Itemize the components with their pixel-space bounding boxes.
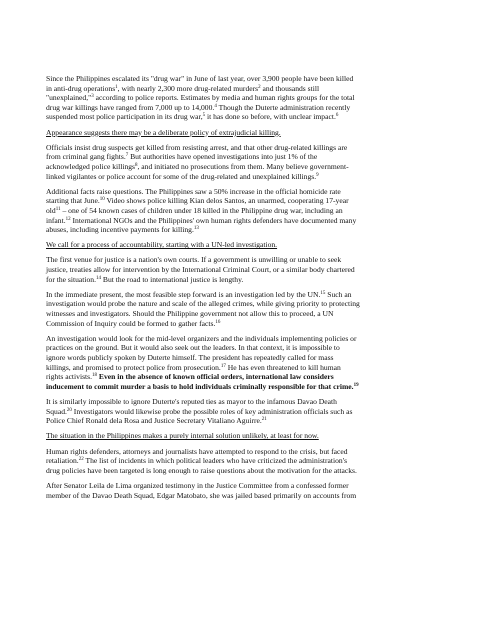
text-segment: Squad. xyxy=(46,406,67,416)
text-line xyxy=(46,172,456,182)
footnote-marker: 3 xyxy=(91,94,94,100)
footnote-marker: 13 xyxy=(193,226,199,232)
text-line xyxy=(46,93,456,103)
text-segment: it has done so before, with unclear impact. xyxy=(205,112,336,122)
text-segment: drug policies have been targeted is long enough to raise questions about the motivation for the attacks. xyxy=(46,465,357,475)
text-segment: linked vigilantes or police account for some of the drug-related and unexplained killings. xyxy=(46,171,317,181)
text-segment: for the situation. xyxy=(46,274,96,284)
text-line xyxy=(46,196,456,206)
footnote-marker: 18 xyxy=(91,373,97,379)
body-paragraph xyxy=(46,143,456,181)
text-segment: Police Chief Ronald dela Rosa and Justice Secretary Vitaliano Aguirre. xyxy=(46,416,262,426)
footnote-marker: 19 xyxy=(353,382,359,388)
text-line xyxy=(46,206,456,216)
text-line xyxy=(46,372,456,382)
text-line xyxy=(46,466,456,476)
text-segment: But the road to international justice is lengthy. xyxy=(100,274,244,284)
body-paragraph xyxy=(46,397,456,426)
text-segment: Such an xyxy=(325,289,352,299)
text-segment: Appearance suggests there may be a deliberate policy of extrajudicial killing. xyxy=(46,127,281,137)
text-line xyxy=(46,84,456,94)
text-segment: old xyxy=(46,205,56,215)
footnote-marker: 9 xyxy=(316,172,319,178)
text-segment: , and initiated no prosecutions from them. Many believe government- xyxy=(137,161,349,171)
text-segment: The list of incidents in which political leaders who have criticized the administration's xyxy=(83,456,348,466)
text-line xyxy=(46,447,456,457)
body-paragraph xyxy=(46,481,456,500)
body-paragraph xyxy=(46,447,456,476)
text-line xyxy=(46,103,456,113)
footnote-marker: 1 xyxy=(115,84,118,90)
text-segment: acknowledged police killings xyxy=(46,161,135,171)
footnote-marker: 5 xyxy=(202,113,206,119)
text-line xyxy=(46,128,456,138)
body-paragraph xyxy=(46,74,456,122)
footnote-marker: 17 xyxy=(220,363,226,369)
text-segment: Even in the absence of known official orders, international law considers xyxy=(98,372,334,382)
footnote-marker: 2 xyxy=(258,84,261,90)
text-line xyxy=(46,363,456,373)
text-segment: abuses, including incentive payments for killing. xyxy=(46,225,194,235)
footnote-marker: 4 xyxy=(214,103,217,109)
text-line xyxy=(46,187,456,197)
text-line xyxy=(46,319,456,329)
text-segment: After Senator Leila de Lima organized testimony in the Justice Committee from a confessed former xyxy=(46,480,349,490)
text-line xyxy=(46,431,456,441)
text-segment: ignore words publicly spoken by Duterte himself. The president has repeatedly called for mass xyxy=(46,353,334,362)
body-paragraph xyxy=(46,290,456,328)
text-line xyxy=(46,382,456,392)
text-segment: , with nearly 2,300 more drug-related murders xyxy=(117,83,259,93)
footnote-marker: 7 xyxy=(125,153,129,159)
text-segment: rights activists. xyxy=(46,372,92,382)
text-segment: Though the Duterte administration recently xyxy=(216,102,351,112)
text-segment: member of the Davao Death Squad, Edgar Matobato, she was jailed based primarily on accounts from xyxy=(46,490,357,500)
text-segment: Video shows police killing Kian delos Santos, an unarmed, cooperating 17-year xyxy=(104,196,349,206)
text-segment: The situation in the Philippines makes a purely internal solution unlikely, at least for now. xyxy=(46,431,319,441)
footnote-marker: 21 xyxy=(261,417,267,423)
text-segment: inducement to commit murder a basis to hold individuals criminally responsible for that crime. xyxy=(46,381,354,391)
text-segment: killings, and promised to protect police from prosecution. xyxy=(46,362,221,372)
text-segment: starting that June. xyxy=(46,196,100,206)
footnote-marker: 11 xyxy=(55,206,61,212)
text-segment: justice, treaties allow for intervention by the International Criminal Court, or a similar body chartered xyxy=(46,265,355,275)
text-segment: Officials insist drug suspects get killed from resisting arrest, and that other drug-related killings are xyxy=(46,142,348,152)
text-segment: Since the Philippines escalated its "drug war" in June of last year, over 3,900 people have been killed xyxy=(46,74,354,83)
body-paragraph xyxy=(46,255,456,284)
text-segment: The first venue for justice is a nation's own courts. If a government is unwilling or unable to seek xyxy=(46,255,342,265)
text-segment: from criminal gang fights. xyxy=(46,152,126,162)
text-line xyxy=(46,112,456,122)
text-segment: Additional facts raise questions. The Philippines saw a 50% increase in the official homicide rate xyxy=(46,186,341,196)
text-line xyxy=(46,309,456,319)
text-segment: He has even threatened to kill human xyxy=(225,362,341,372)
text-segment: It is similarly impossible to ignore Duterte's reputed ties as mayor to the infamous Davao Death xyxy=(46,396,337,406)
text-segment: International NGOs and the Philippines' own human rights defenders have documented many xyxy=(70,215,357,225)
text-line xyxy=(46,456,456,466)
text-line xyxy=(46,143,456,153)
text-segment: An investigation would look for the mid-level organizers and the individuals implementing policies or xyxy=(46,333,357,343)
text-line xyxy=(46,216,456,226)
document-body xyxy=(46,74,456,506)
text-line xyxy=(46,397,456,407)
footnote-marker: 8 xyxy=(135,162,138,168)
footnote-marker: 15 xyxy=(320,290,326,296)
text-line xyxy=(46,299,456,309)
text-line xyxy=(46,225,456,235)
text-segment: witnesses and investigators. Should the Philippine government not allow this to proceed, a UN xyxy=(46,309,334,319)
text-segment: "unexplained," xyxy=(46,93,92,103)
footnote-marker: 12 xyxy=(65,216,71,222)
text-segment: according to police reports. Estimates by media and human rights groups for the total xyxy=(93,93,355,103)
text-segment: Human rights defenders, attorneys and journalists have attempted to respond to the crisis, but faced xyxy=(46,446,348,456)
text-line xyxy=(46,275,456,285)
section-heading xyxy=(46,128,456,138)
text-segment: investigation would probe the nature and scale of the alleged crimes, while giving priority to protecting xyxy=(46,299,360,309)
text-line xyxy=(46,334,456,344)
text-line xyxy=(46,265,456,275)
text-line xyxy=(46,343,456,353)
body-paragraph xyxy=(46,334,456,392)
footnote-marker: 6 xyxy=(335,113,339,119)
text-segment: Investigators would likewise probe the possible roles of key administration officials such as xyxy=(71,406,353,416)
text-segment: suspended most police participation in its drug war, xyxy=(46,112,203,122)
text-segment: Commission of Inquiry could be formed to gather facts. xyxy=(46,318,216,328)
text-segment: retaliation. xyxy=(46,456,79,466)
text-line xyxy=(46,481,456,491)
text-segment: – one of 54 known cases of children under 18 killed in the Philippine drug war, including an xyxy=(60,205,343,215)
text-line xyxy=(46,353,456,363)
text-line xyxy=(46,74,456,84)
text-line xyxy=(46,491,456,501)
text-segment: We call for a process of accountability, starting with a UN-led investigation. xyxy=(46,240,278,250)
footnote-marker: 10 xyxy=(99,197,105,203)
text-line xyxy=(46,407,456,417)
text-line xyxy=(46,162,456,172)
section-heading xyxy=(46,240,456,250)
text-segment: In the immediate present, the most feasible step forward is an investigation led by the UN. xyxy=(46,289,321,299)
text-line xyxy=(46,152,456,162)
text-segment: infant. xyxy=(46,215,66,225)
text-segment: and thousands still xyxy=(260,83,320,93)
text-line xyxy=(46,240,456,250)
text-segment: But authorities have opened investigations into just 1% of the xyxy=(128,152,318,162)
footnote-marker: 14 xyxy=(95,275,101,281)
text-line xyxy=(46,290,456,300)
text-line xyxy=(46,416,456,426)
text-segment: in anti-drug operations xyxy=(46,83,116,93)
text-segment: drug war killings have ranged from 7,000 up to 14,000. xyxy=(46,102,215,112)
footnote-marker: 16 xyxy=(215,319,221,325)
text-segment: practices on the ground. But it would also seek out the leaders. In that context, it is impossible to xyxy=(46,343,340,353)
footnote-marker: 20 xyxy=(66,407,72,413)
body-paragraph xyxy=(46,187,456,235)
section-heading xyxy=(46,431,456,441)
text-line xyxy=(46,255,456,265)
footnote-marker: 22 xyxy=(78,457,84,463)
